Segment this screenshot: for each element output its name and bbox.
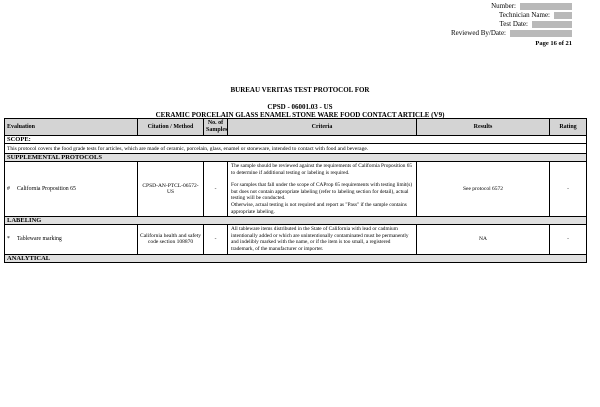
protocol-code: CPSD - 06001.03 - US	[267, 103, 333, 111]
technician-label: Technician Name:	[498, 11, 550, 19]
test-date-label: Test Date:	[499, 20, 528, 28]
header-results: Results	[417, 119, 550, 136]
page-number: Page 16 of 21	[535, 40, 572, 47]
redacted-reviewed	[510, 30, 572, 37]
results-cell: NA	[417, 225, 550, 254]
redacted-technician	[554, 12, 572, 19]
header-rating: Rating	[550, 119, 587, 136]
table-header-row	[5, 119, 587, 136]
header-number-row	[342, 2, 572, 11]
header-evaluation: Evaluation	[5, 119, 138, 136]
section-supplemental-row	[5, 154, 587, 162]
protocol-table	[4, 118, 587, 263]
redacted-number	[520, 3, 572, 10]
scope-label-row	[5, 136, 587, 144]
hash-mark: #	[7, 186, 10, 193]
citation-cell: California health and safety code section 108870	[138, 225, 204, 254]
header-reviewed-row	[342, 29, 572, 38]
section-supplemental: SUPPLEMENTAL PROTOCOLS	[5, 154, 587, 162]
document-header	[342, 2, 572, 38]
evaluation-text: California Proposition 65	[17, 186, 76, 193]
evaluation-text: Tableware marking	[17, 236, 62, 243]
citation-cell: CPSD-AN-PTCL-06572-US	[138, 162, 204, 217]
section-labeling: LABELING	[5, 217, 587, 225]
section-analytical: ANALYTICAL	[5, 254, 587, 262]
evaluation-cell	[5, 225, 138, 254]
protocol-subtitle: CERAMIC PORCELAIN GLASS ENAMEL STONE WARE FOOD CONTACT ARTICLE (V9)	[155, 111, 445, 119]
criteria-paragraph-2: For samples that fall under the scope of CAProp 65 requirements with testing limit(s) but does not contain appropriate labeling (refer to labeling section for detail), actual testing will be conducted.	[231, 182, 413, 202]
criteria-paragraph-1: The sample should be reviewed against the requirements of California Proposition 65 to determine if additional testing or labeling is required.	[231, 163, 413, 176]
header-citation: Citation / Method	[138, 119, 204, 136]
rating-cell: -	[550, 225, 587, 254]
rating-cell: -	[550, 162, 587, 217]
header-technician-row	[342, 11, 572, 20]
samples-cell: -	[204, 162, 228, 217]
protocol-title: BUREAU VERITAS TEST PROTOCOL FOR	[230, 86, 370, 94]
table-row	[5, 162, 587, 217]
header-criteria: Criteria	[228, 119, 417, 136]
scope-label: SCOPE:	[5, 136, 587, 144]
samples-cell: -	[204, 225, 228, 254]
header-samples: No. of Samples	[204, 119, 228, 136]
asterisk-mark: *	[7, 236, 10, 243]
scope-text-row	[5, 144, 587, 154]
criteria-cell	[228, 162, 417, 217]
criteria-cell: All tableware items distributed in the State of California with lead or cadmium intentionally added or which are unintentionally contaminated must be permanently and indelibly marked with the name, or if the item is too small, a registered trademark, of the manufacturer or importer.	[228, 225, 417, 254]
evaluation-cell	[5, 162, 138, 217]
number-label: Number:	[491, 2, 516, 10]
header-test-date-row	[342, 20, 572, 29]
scope-text: This protocol covers the food grade tests for articles, which are made of ceramic, porcelain, glass, enamel or stoneware, intended to contact with food and beverage.	[5, 144, 587, 154]
redacted-test-date	[532, 21, 572, 28]
table-row	[5, 225, 587, 254]
section-analytical-row	[5, 254, 587, 262]
reviewed-label: Reviewed By/Date:	[450, 29, 506, 37]
criteria-paragraph-3: Otherwise, actual testing is not required and report as "Pass" if the sample contains appropriate labeling.	[231, 201, 407, 215]
section-labeling-row	[5, 217, 587, 225]
results-cell: See protocol 6572	[417, 162, 550, 217]
